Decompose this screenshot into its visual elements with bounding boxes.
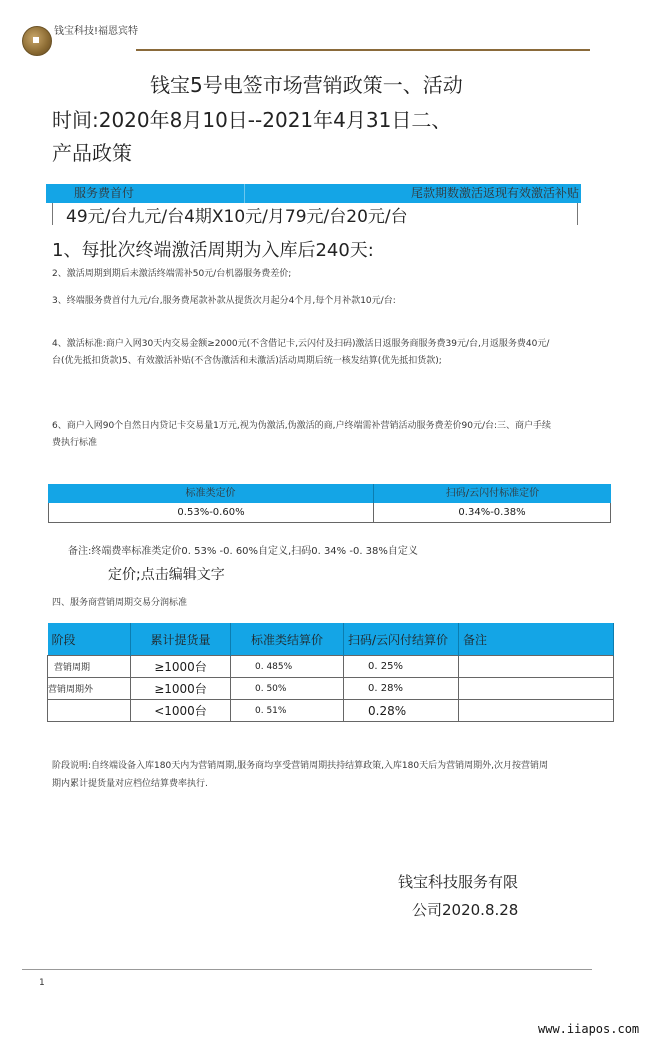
remark-cell xyxy=(459,678,614,700)
header-balance-activation: 尾款期数激活返现有效激活补贴 xyxy=(410,186,579,200)
title-line-1: 钱宝5号电签市场营销政策一、活动 xyxy=(150,73,463,97)
section-4-title: 四、服务商营销周期交易分润标准 xyxy=(52,598,188,608)
header-standard-settlement: 标准类结算价 xyxy=(231,623,344,656)
scan-pricing-value: 0.34%-0.38% xyxy=(458,507,526,518)
standard-rate-cell: 0. 51% xyxy=(231,700,344,722)
standard-rate-cell: 0. 485% xyxy=(231,656,344,678)
header-quantity: 累计提货量 xyxy=(131,623,231,656)
stage-cell: 营销周期外 xyxy=(48,678,131,700)
header-remark: 备注 xyxy=(459,623,614,656)
header-divider xyxy=(136,49,590,51)
stage-cell xyxy=(48,700,131,722)
stage-explanation: 阶段说明:自终端设备入库180天内为营销周期,服务商均享受营销周期扶持结算政策,入库180天后为营销周期外,次月按营销周期内累计提货量对应档位结算费率执行. xyxy=(52,761,548,789)
rule-6: 6、商户入网90个自然日内贷记卡交易量1万元,视为伪激活,伪激活的商,户终端需补营销活动服务费差价90元/台:三、商户手续费执行标准 xyxy=(52,421,552,448)
signature-block xyxy=(398,868,518,924)
stage-table-header xyxy=(48,623,614,656)
rule-3: 3、终端服务费首付九元/台,服务费尾款补款从提货次月起分4个月,每个月补款10元/台: xyxy=(52,296,396,306)
header-service-fee-first: 服务费首付 xyxy=(46,184,245,203)
title-line-3: 产品政策 xyxy=(52,141,132,165)
activation-cycle-rule: 1、每批次终端激活周期为入库后240天: xyxy=(52,240,374,261)
fee-table-header xyxy=(48,484,611,503)
fee-table-row xyxy=(48,503,611,523)
table-row xyxy=(48,700,614,722)
header-standard-pricing: 标准类定价 xyxy=(48,484,374,503)
scan-rate-cell: 0. 28% xyxy=(344,678,459,700)
product-table-values: 49元/台九元/台4期X10元/月79元/台20元/台 xyxy=(66,207,408,227)
header-stage: 阶段 xyxy=(48,623,131,656)
header-scan-settlement: 扫码/云闪付结算价 xyxy=(344,623,459,656)
footer-divider xyxy=(22,969,592,970)
rule-2: 2、激活周期到期后未激活终端需补50元/台机器服务费差价; xyxy=(52,269,292,279)
settlement-stage-table xyxy=(47,623,614,722)
title-line-2: 时间:2020年8月10日--2021年4月31日二、 xyxy=(52,108,452,132)
rule-4-5: 4、激活标准:商户入网30天内交易金额≥2000元(不含借记卡,云闪付及扫码)激活日返服务商服务费39元/台,月返服务费40元/台(优先抵扣货款)5、有效激活补贴(不含伪激活和未激活)活动周期后统一核发结算(优先抵扣货款); xyxy=(52,339,550,366)
product-policy-table xyxy=(46,184,581,203)
fee-note: 备注:终端费率标准类定价0. 53% -0. 60%自定义,扫码0. 34% -0. 38%自定义 xyxy=(68,546,418,557)
quantity-cell: ≥1000台 xyxy=(131,656,231,678)
page-number: 1 xyxy=(39,978,45,988)
standard-rate-cell: 0. 50% xyxy=(231,678,344,700)
header-scan-pricing: 扫码/云闪付标准定价 xyxy=(445,488,540,499)
stage-cell: 营销周期 xyxy=(48,656,131,678)
signature-company: 钱宝科技服务有限 xyxy=(398,873,519,891)
header-company-name: 钱宝科技!福恩宾特 xyxy=(54,26,139,37)
merchant-fee-table xyxy=(48,484,611,523)
remark-cell xyxy=(459,700,614,722)
signature-date: 公司2020.8.28 xyxy=(412,901,519,919)
quantity-cell: ≥1000台 xyxy=(131,678,231,700)
product-table-header xyxy=(46,184,581,203)
table-row xyxy=(48,678,614,700)
table-row xyxy=(48,656,614,678)
scan-rate-cell: 0. 25% xyxy=(344,656,459,678)
fee-note-continued: 定价;点击编辑文字 xyxy=(108,567,225,583)
scan-rate-cell: 0.28% xyxy=(344,700,459,722)
standard-pricing-value: 0.53%-0.60% xyxy=(49,503,374,522)
site-watermark: www.iiapos.com xyxy=(538,1022,640,1036)
company-logo xyxy=(22,26,52,56)
remark-cell xyxy=(459,656,614,678)
quantity-cell: <1000台 xyxy=(131,700,231,722)
